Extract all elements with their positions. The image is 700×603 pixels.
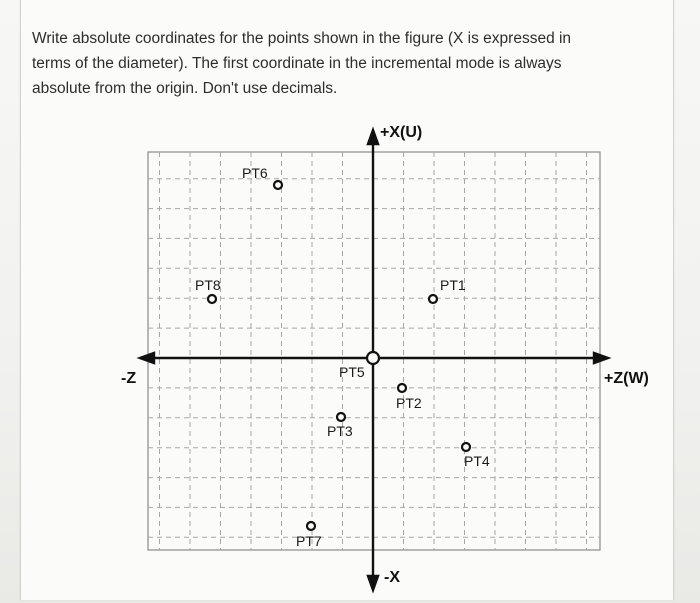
arrow-left-icon bbox=[140, 353, 154, 363]
axis-label-top: +X(U) bbox=[380, 124, 423, 141]
point-pt8-marker bbox=[208, 295, 216, 303]
question-line-2: terms of the diameter). The first coordinate in the incremental mode is always bbox=[32, 55, 562, 72]
point-pt6-marker bbox=[274, 181, 282, 189]
question-line-1: Write absolute coordinates for the points shown in the figure (X is expressed in bbox=[32, 30, 572, 47]
point-pt7-marker bbox=[307, 522, 315, 530]
axis-label-bottom: -X bbox=[384, 569, 400, 586]
point-pt4-marker bbox=[462, 443, 470, 451]
arrow-up-icon bbox=[368, 130, 378, 144]
point-pt2-marker bbox=[398, 384, 406, 392]
point-pt2-label: PT2 bbox=[396, 395, 422, 411]
point-pt7-label: PT7 bbox=[296, 533, 322, 549]
point-pt3-marker bbox=[337, 413, 345, 421]
arrow-down-icon bbox=[368, 576, 378, 590]
axis-label-left: -Z bbox=[121, 370, 137, 387]
point-pt5-label: PT5 bbox=[339, 364, 365, 380]
arrow-right-icon bbox=[594, 353, 608, 363]
question-line-3: absolute from the origin. Don't use decimals. bbox=[32, 80, 338, 97]
point-pt3-label: PT3 bbox=[327, 423, 353, 439]
point-pt8-label: PT8 bbox=[195, 277, 221, 293]
axis-label-right: +Z(W) bbox=[604, 370, 649, 387]
point-pt4-label: PT4 bbox=[464, 453, 490, 469]
point-pt1-marker bbox=[429, 295, 437, 303]
point-pt1-label: PT1 bbox=[440, 277, 466, 293]
point-pt5-marker bbox=[367, 352, 379, 364]
point-pt6-label: PT6 bbox=[242, 165, 268, 181]
